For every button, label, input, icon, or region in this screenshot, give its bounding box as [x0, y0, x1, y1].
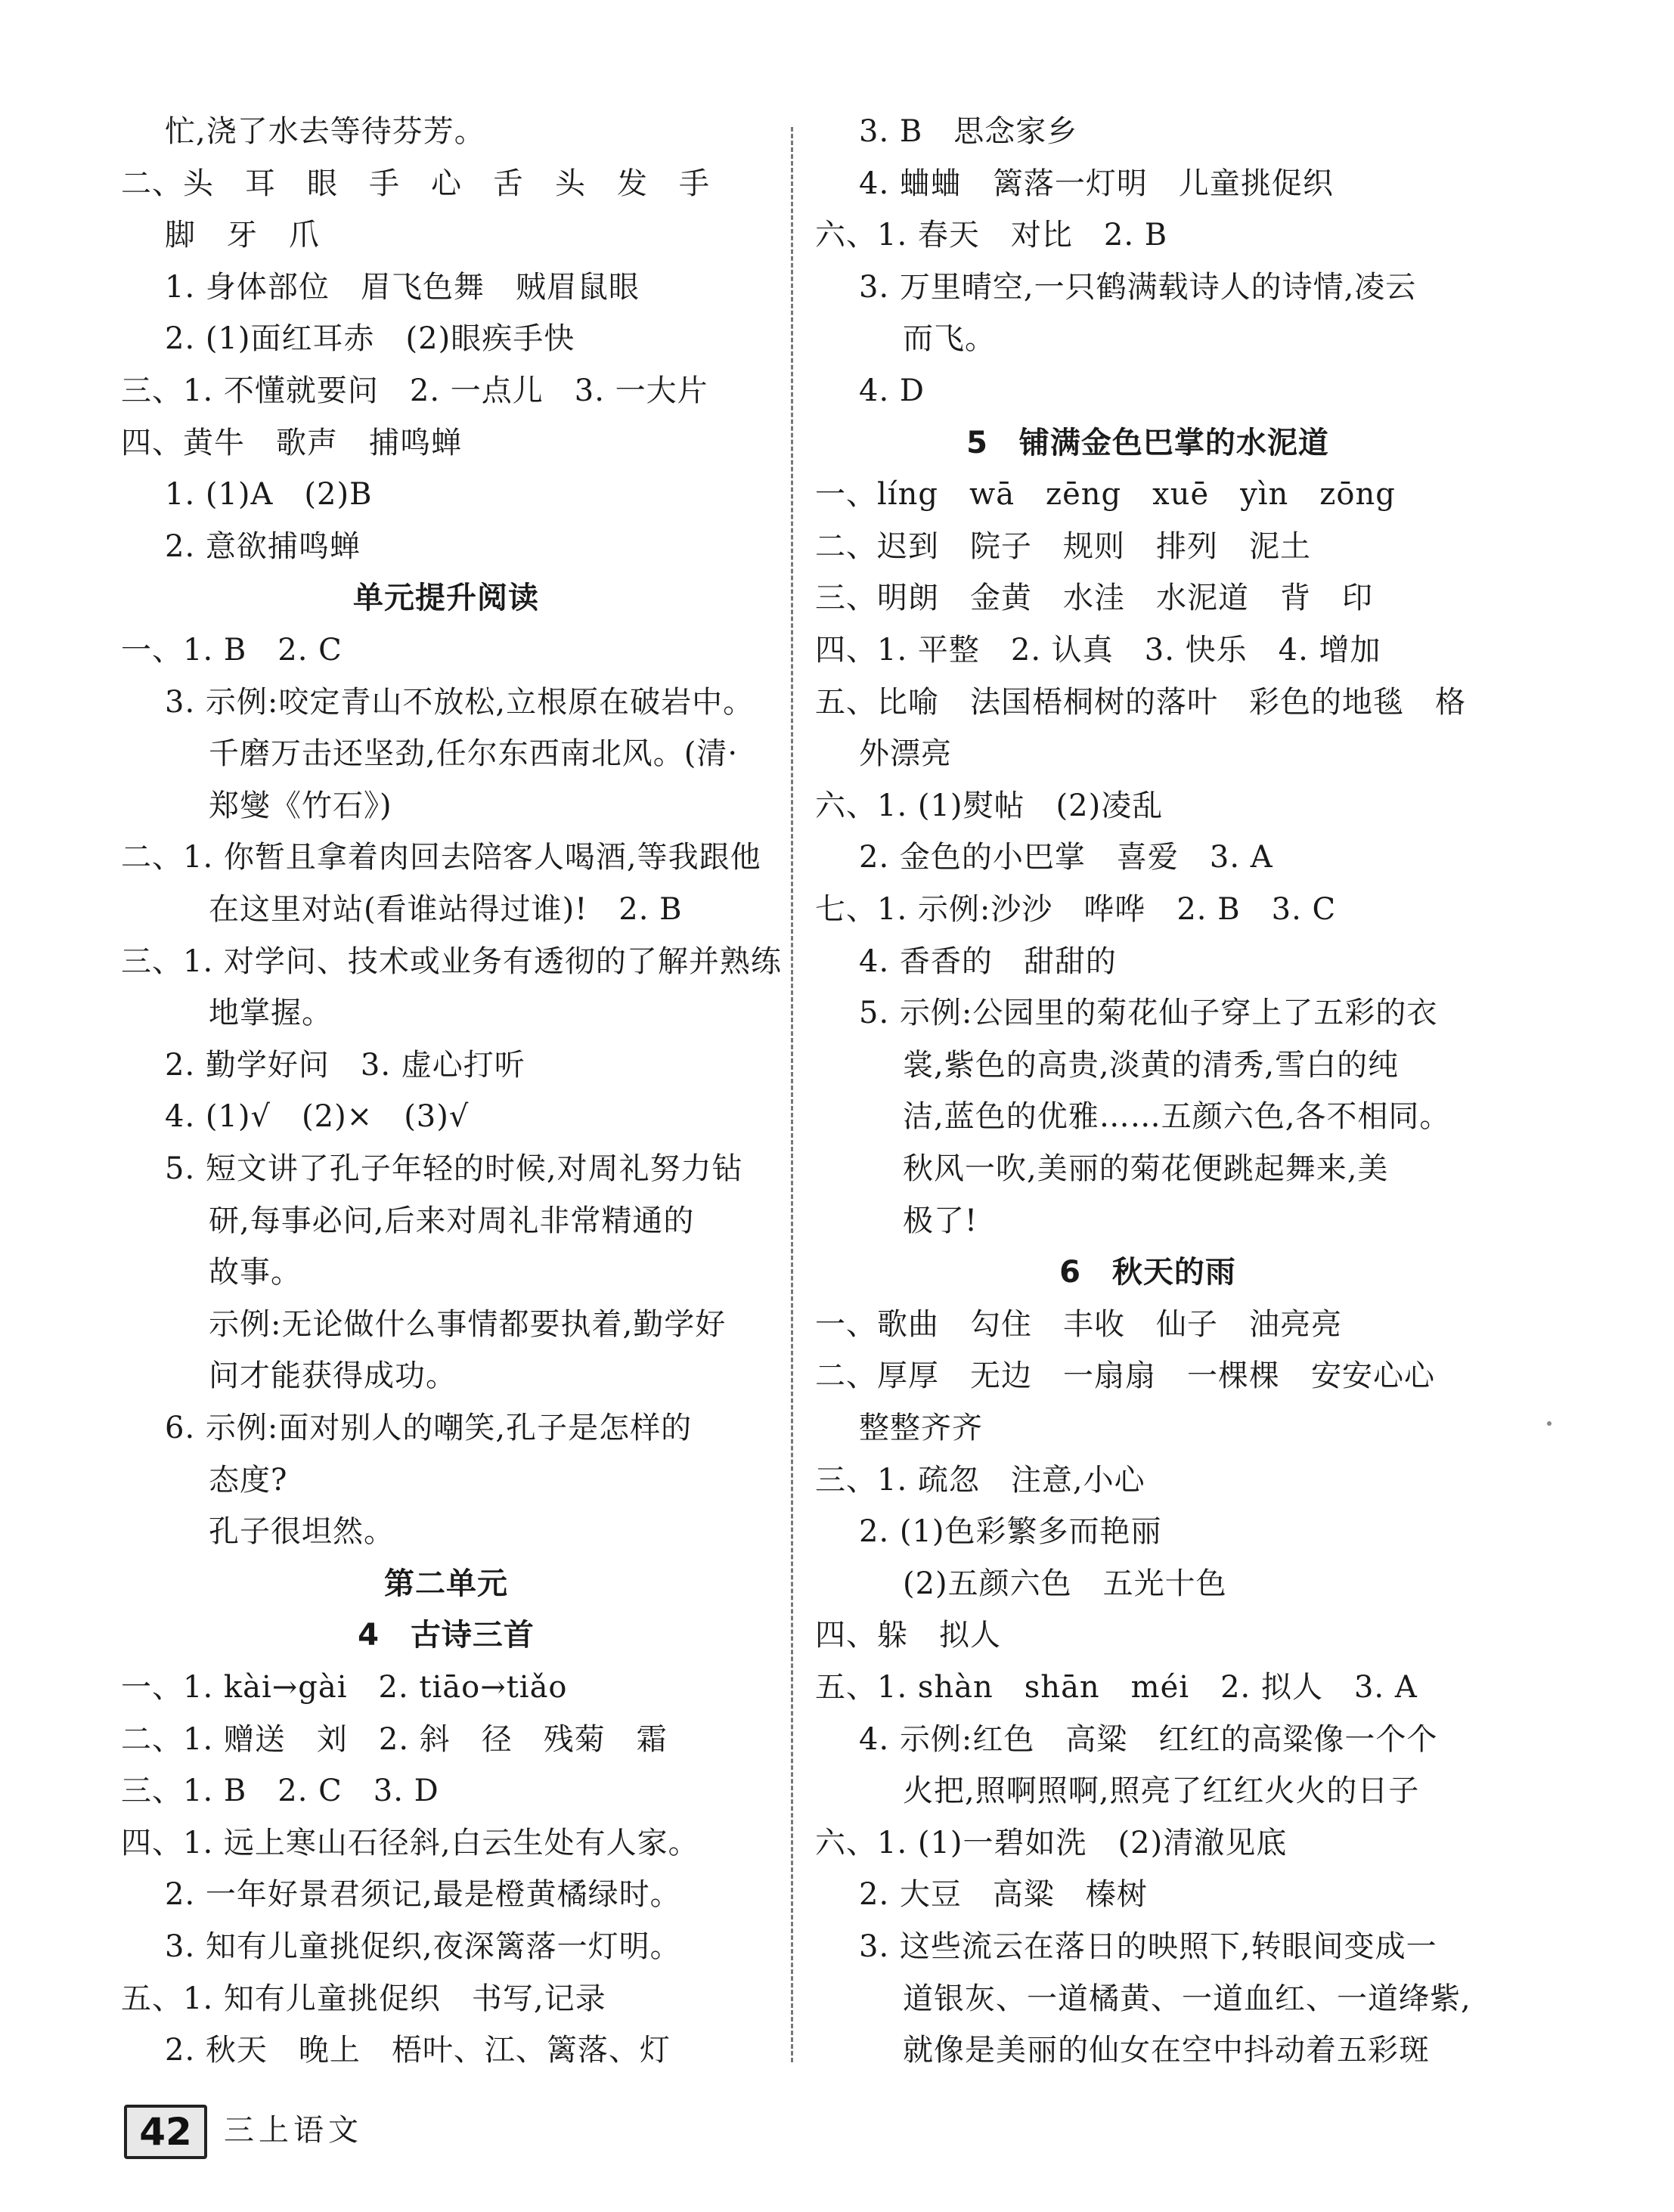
answer-line: 五、比喻 法国梧桐树的落叶 彩色的地毯 格 [815, 684, 1466, 720]
answer-line: 二、迟到 院子 规则 排列 泥土 [815, 528, 1311, 564]
answer-line: 示例:无论做什么事情都要执着,勤学好 [209, 1306, 727, 1342]
answer-line: 3. 示例:咬定青山不放松,立根原在破岩中。 [165, 684, 755, 720]
answer-line: 四、1. 远上寒山石径斜,白云生处有人家。 [121, 1825, 699, 1860]
answer-line: 4. 示例:红色 高粱 红红的高粱像一个个 [859, 1721, 1438, 1757]
answer-line: 一、1. B 2. C [121, 633, 343, 668]
answer-line: 1. 身体部位 眉飞色舞 贼眉鼠眼 [165, 269, 640, 305]
answer-line: 5. 示例:公园里的菊花仙子穿上了五彩的衣 [859, 996, 1438, 1031]
answer-line: 2. 金色的小巴掌 喜爱 3. A [859, 840, 1273, 875]
answer-line: 6. 示例:面对别人的嘲笑,孔子是怎样的 [165, 1411, 693, 1445]
answer-line: 4. (1)√ (2)× (3)√ [165, 1099, 470, 1135]
answer-line: 六、1. (1)熨帖 (2)凌乱 [815, 788, 1164, 823]
answer-line: 在这里对站(看谁站得过谁)! 2. B [209, 892, 683, 927]
answer-line: 五、1. shàn shān méi 2. 拟人 3. A [815, 1670, 1418, 1705]
answer-line: 2. 一年好景君须记,最是橙黄橘绿时。 [165, 1877, 681, 1913]
answer-line: 二、厚厚 无边 一扇扇 一棵棵 安安心心 [815, 1358, 1435, 1394]
answer-line: 4. 蛐蛐 篱落一灯明 儿童挑促织 [859, 166, 1334, 201]
answer-line: 二、1. 你暂且拿着肉回去陪客人喝酒,等我跟他 [121, 840, 761, 875]
answer-line: 孔子很坦然。 [209, 1514, 395, 1550]
answer-line: 3. 知有儿童挑促织,夜深篱落一灯明。 [165, 1929, 681, 1964]
answer-line: 就像是美丽的仙女在空中抖动着五彩斑 [903, 2033, 1430, 2068]
section-heading: 第二单元 [384, 1566, 508, 1601]
answer-line: 2. 意欲捕鸣蝉 [165, 528, 361, 564]
answer-line: (2)五颜六色 五光十色 [903, 1566, 1227, 1601]
answer-line: 六、1. (1)一碧如洗 (2)清澈见底 [815, 1825, 1288, 1860]
answer-line: 问才能获得成功。 [209, 1358, 457, 1394]
answer-line: 道银灰、一道橘黄、一道血红、一道绛紫, [903, 1981, 1471, 2016]
answer-line: 2. 勤学好问 3. 虚心打听 [165, 1047, 525, 1083]
answer-line: 三、1. 不懂就要问 2. 一点儿 3. 一大片 [121, 373, 708, 408]
answer-line: 忙,浇了水去等待芬芳。 [165, 114, 485, 149]
answer-line: 态度? [209, 1462, 288, 1498]
answer-line: 火把,照啊照啊,照亮了红红火火的日子 [903, 1774, 1420, 1809]
answer-line: 秋风一吹,美丽的菊花便跳起舞来,美 [903, 1151, 1389, 1186]
section-heading: 4 古诗三首 [358, 1618, 535, 1653]
section-heading: 5 铺满金色巴掌的水泥道 [966, 425, 1329, 460]
answer-line: 故事。 [209, 1255, 302, 1290]
answer-line: 三、1. 对学问、技术或业务有透彻的了解并熟练 [121, 943, 782, 979]
answer-line: 4. D [859, 373, 925, 408]
answer-line: 二、头 耳 眼 手 心 舌 头 发 手 [121, 166, 710, 201]
answer-line: 2. (1)色彩繁多而艳丽 [859, 1514, 1162, 1550]
answer-line: 3. 万里晴空,一只鹤满载诗人的诗情,凌云 [859, 269, 1417, 305]
answer-line: 1. (1)A (2)B [165, 477, 373, 513]
answer-line: 5. 短文讲了孔子年轻的时候,对周礼努力钻 [165, 1151, 743, 1186]
answer-line: 郑燮《竹石》) [209, 788, 392, 823]
answer-line: 四、躲 拟人 [815, 1618, 1001, 1653]
answer-line: 四、1. 平整 2. 认真 3. 快乐 4. 增加 [815, 633, 1381, 668]
answer-line: 脚 牙 爪 [165, 218, 320, 253]
section-heading: 6 秋天的雨 [1059, 1255, 1236, 1290]
answer-line: 2. (1)面红耳赤 (2)眼疾手快 [165, 321, 575, 357]
answer-line: 4. 香香的 甜甜的 [859, 943, 1117, 979]
section-heading: 单元提升阅读 [353, 581, 539, 616]
answer-line: 一、líng wā zēng xuē yìn zōng [815, 477, 1396, 513]
answer-line: 外漂亮 [859, 736, 952, 772]
answer-line: 四、黄牛 歌声 捕鸣蝉 [121, 425, 462, 460]
answer-line: 一、歌曲 勾住 丰收 仙子 油亮亮 [815, 1306, 1342, 1342]
answer-line: 整整齐齐 [859, 1411, 983, 1445]
answer-line: 地掌握。 [209, 996, 333, 1031]
answer-line: 洁,蓝色的优雅……五颜六色,各不相同。 [903, 1099, 1451, 1135]
answer-line: 3. B 思念家乡 [859, 114, 1078, 149]
answer-line: 2. 大豆 高粱 榛树 [859, 1877, 1148, 1913]
answer-line: 2. 秋天 晚上 梧叶、江、篱落、灯 [165, 2033, 671, 2068]
answer-line: 3. 这些流云在落日的映照下,转眼间变成一 [859, 1929, 1437, 1964]
answer-line: 五、1. 知有儿童挑促织 书写,记录 [121, 1981, 606, 2016]
column-divider [791, 127, 793, 2062]
answer-line: 千磨万击还坚劲,任尔东西南北风。(清· [209, 736, 739, 772]
book-label: 三上语文 [224, 2113, 363, 2148]
answer-line: 六、1. 春天 对比 2. B [815, 218, 1168, 253]
answer-line: 研,每事必问,后来对周礼非常精通的 [209, 1203, 695, 1238]
answer-line: 裳,紫色的高贵,淡黄的清秀,雪白的纯 [903, 1047, 1400, 1083]
answer-line: 三、1. 疏忽 注意,小心 [815, 1462, 1145, 1498]
answer-line: 二、1. 赠送 刘 2. 斜 径 残菊 霜 [121, 1721, 668, 1757]
answer-line: 三、1. B 2. C 3. D [121, 1774, 439, 1809]
page-number-badge: 42 [124, 2105, 207, 2159]
answer-line: 极了! [903, 1203, 978, 1238]
answer-line: 而飞。 [903, 321, 996, 357]
answer-line: 一、1. kài→gài 2. tiāo→tiǎo [121, 1670, 568, 1705]
speck-mark [1547, 1421, 1552, 1426]
answer-line: 七、1. 示例:沙沙 哗哗 2. B 3. C [815, 892, 1337, 927]
answer-line: 三、明朗 金黄 水洼 水泥道 背 印 [815, 581, 1373, 616]
